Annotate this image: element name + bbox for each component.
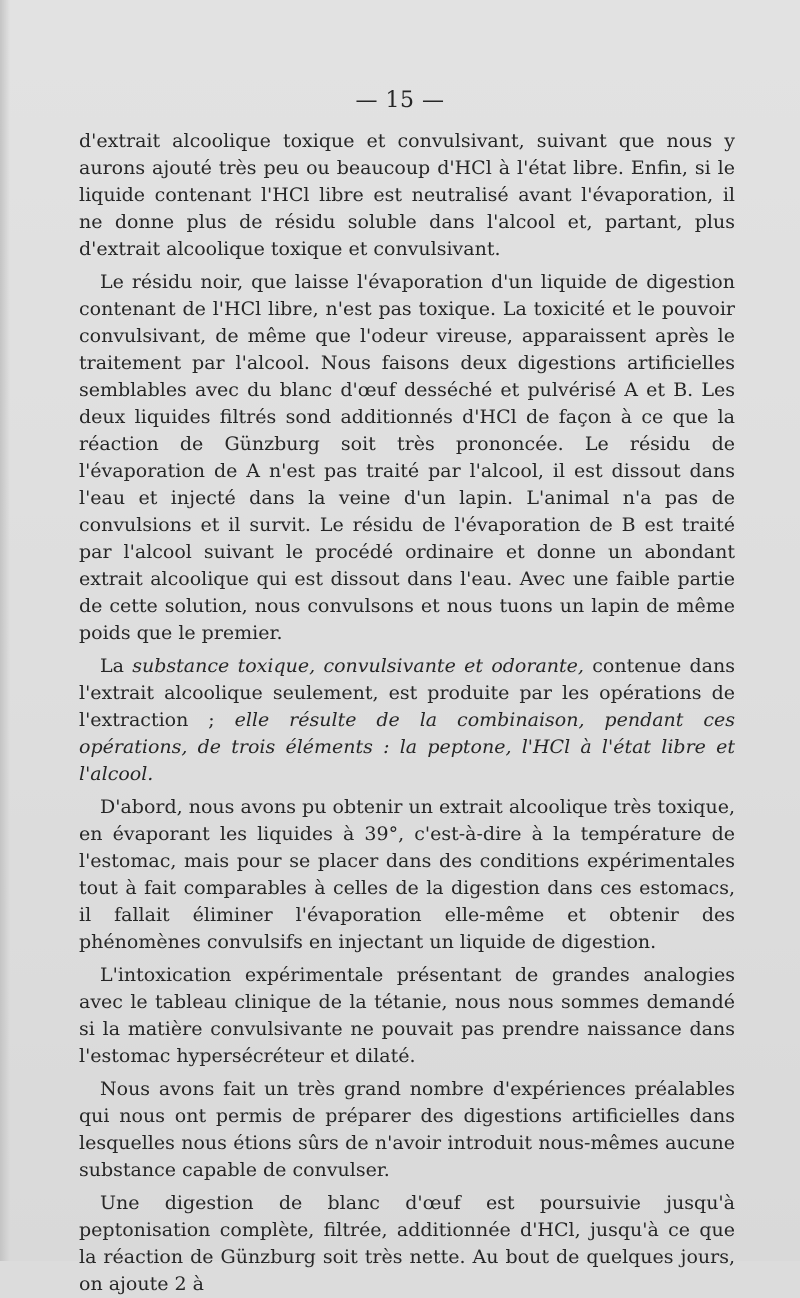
paragraph (79, 128, 735, 263)
text-segment: Nous avons fait un très grand nombre d'expériences préalables qui nous ont permis de préparer des digestions artificielles dans lesquelles nous étions sûrs de n'avoir introduit nous-mêmes aucune substance capable de convulser. (79, 1078, 735, 1181)
paragraph (79, 1190, 735, 1298)
italic-segment: substance toxique, convulsivante et odorante, (132, 655, 584, 677)
text-segment: Une digestion de blanc d'œuf est poursuivie jusqu'à peptonisation complète, filtrée, additionnée d'HCl, jusqu'à ce que la réaction de Günzburg soit très nette. Au bout de quelques jours, on ajoute 2 à (79, 1192, 735, 1295)
paragraph (79, 794, 735, 956)
page-edge-shadow (0, 0, 10, 1261)
paragraph (79, 1076, 735, 1184)
page-number: — 15 — (355, 88, 445, 113)
text-segment: La (100, 655, 133, 677)
text-segment: L'intoxication expérimentale présentant de grandes analogies avec le tableau clinique de la tétanie, nous nous sommes demandé si la matière convulsivante ne pouvait pas prendre naissance dans l'estomac hypersécréteur et dilaté. (79, 964, 735, 1067)
text-segment: d'extrait alcoolique toxique et convulsivant, suivant que nous y aurons ajouté très peu ou beaucoup d'HCl à l'état libre. Enfin, si le liquide contenant l'HCl libre est neutralisé avant l'évaporation, il ne donne plus de résidu soluble dans l'alcool et, partant, plus d'extrait alcoolique toxique et convulsivant. (79, 130, 735, 260)
paragraph (79, 962, 735, 1070)
text-segment: contenue dans l'extrait alcoolique seulement, est produite par les opérations de l'extraction ; (79, 655, 735, 731)
text-segment: Le résidu noir, que laisse l'évaporation d'un liquide de digestion contenant de l'HCl libre, n'est pas toxique. La toxicité et le pouvoir convulsivant, de même que l'odeur vireuse, apparaissent après le traitement par l'alcool. Nous faisons deux digestions artificielles semblables avec du blanc d'œuf desséché et pulvérisé A et B. Les deux liquides filtrés sond additionnés d'HCl de façon à ce que la réaction de Günzburg soit très prononcée. Le résidu de l'évaporation de A n'est pas traité par l'alcool, il est dissout dans l'eau et injecté dans la veine d'un lapin. L'animal n'a pas de convulsions et il survit. Le résidu de l'évaporation de B est traité par l'alcool suivant le procédé ordinaire et donne un abondant extrait alcoolique qui est dissout dans l'eau. Avec une faible partie de cette solution, nous convulsons et nous tuons un lapin de même poids que le premier. (79, 271, 735, 644)
paragraph (79, 653, 735, 788)
italic-segment: elle résulte de la combinaison, pendant ces opérations, de trois éléments : la peptone, l'HCl à l'état libre et l'alcool. (79, 709, 735, 785)
body-text (79, 128, 735, 1298)
paragraph (79, 269, 735, 647)
text-segment: D'abord, nous avons pu obtenir un extrait alcoolique très toxique, en évaporant les liquides à 39°, c'est-à-dire à la température de l'estomac, mais pour se placer dans des conditions expérimentales tout à fait comparables à celles de la digestion dans ces estomacs, il fallait éliminer l'évaporation elle-même et obtenir des phénomènes convulsifs en injectant un liquide de digestion. (79, 796, 735, 953)
